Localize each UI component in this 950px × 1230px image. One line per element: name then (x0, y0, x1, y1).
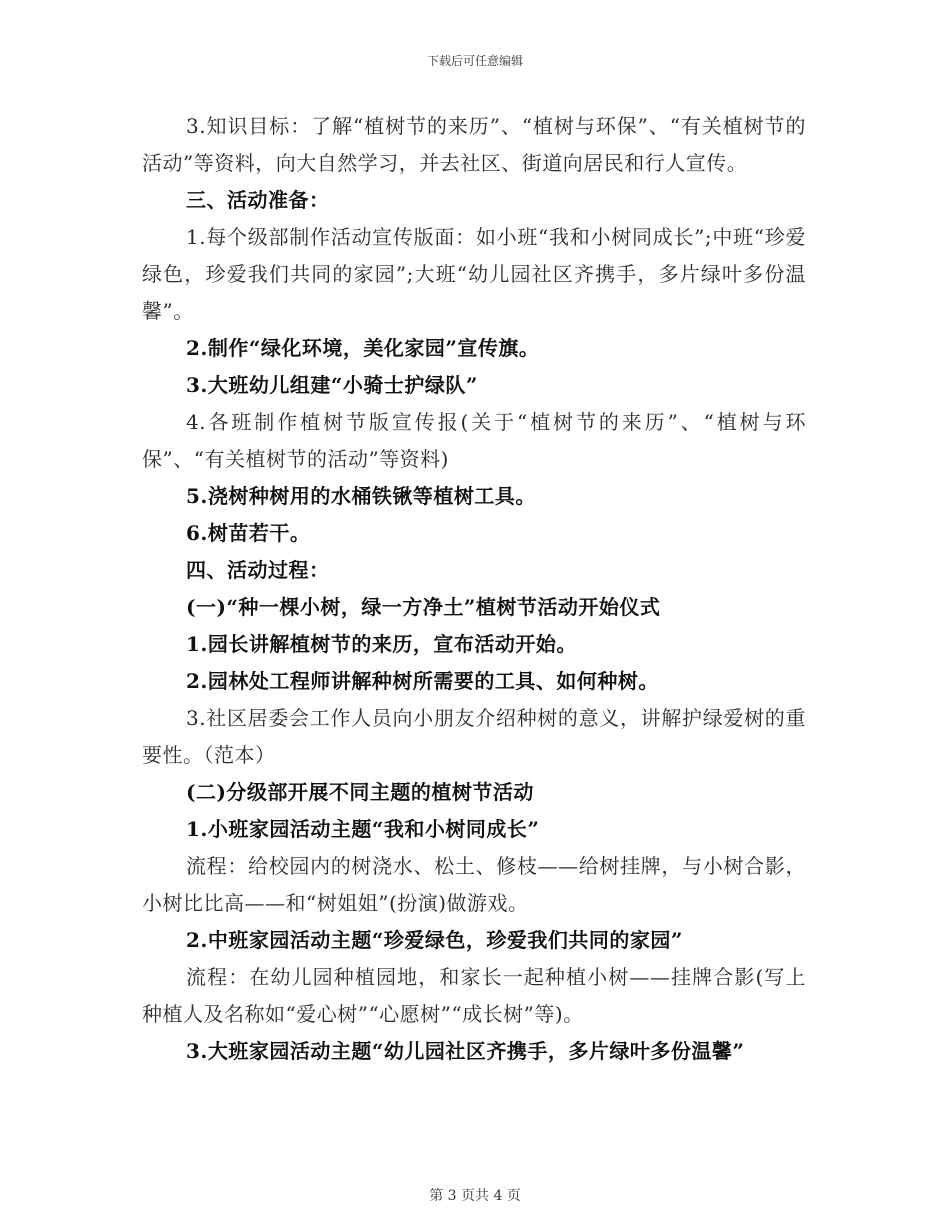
page-header: 下载后可任意编辑 (426, 54, 523, 68)
paragraph: 6.树苗若干。 (186, 521, 311, 545)
paragraph: 3.大班幼儿组建“小骑士护绿队” (186, 373, 478, 397)
paragraph: 流程：给校园内的树浇水、松土、修枝——给树挂牌，与小树合影，小树比比高——和“树姐姐”(扮演)做游戏。 (142, 854, 806, 915)
paragraph: 1.小班家园活动主题“我和小树同成长” (186, 817, 540, 841)
paragraph: 1.每个级部制作活动宣传版面：如小班“我和小树同成长”;中班“珍爱绿色，珍爱我们共同的家园”;大班“幼儿园社区齐携手，多片绿叶多份温馨”。 (142, 225, 806, 323)
paragraph: 2.制作“绿化环境，美化家园”宣传旗。 (186, 336, 540, 360)
paragraph: 3.知识目标：了解“植树节的来历”、“植树与环保”、“有关植树节的活动”等资料，向大自然学习，并去社区、街道向居民和行人宣传。 (142, 114, 806, 175)
paragraph: 4.各班制作植树节版宣传报(关于“植树节的来历”、“植树与环保”、“有关植树节的活动”等资料) (142, 410, 806, 471)
paragraph: 5.浇树种树用的水桶铁锹等植树工具。 (186, 484, 536, 508)
paragraph: 2.中班家园活动主题“珍爱绿色，珍爱我们共同的家园” (186, 928, 683, 952)
section-heading: 四、活动过程： (186, 558, 330, 582)
section-heading: 三、活动准备： (186, 188, 330, 212)
paragraph: 3.社区居委会工作人员向小朋友介绍种树的意义，讲解护绿爱树的重要性。（范本） (142, 706, 806, 767)
page-footer: 第 3 页共 4 页 (429, 1188, 521, 1204)
paragraph: 1.园长讲解植树节的来历，宣布活动开始。 (186, 632, 577, 656)
subsection-heading: (一)“种一棵小树，绿一方净土”植树节活动开始仪式 (186, 595, 661, 619)
paragraph: 2.园林处工程师讲解种树所需要的工具、如何种树。 (186, 669, 659, 693)
paragraph: 流程：在幼儿园种植园地，和家长一起种植小树——挂牌合影(写上种植人及名称如“爱心树”“心愿树”“成长树”等)。 (142, 965, 806, 1026)
document-body (142, 108, 806, 1070)
paragraph: 3.大班家园活动主题“幼儿园社区齐携手，多片绿叶多份温馨” (186, 1039, 745, 1063)
subsection-heading: (二)分级部开展不同主题的植树节活动 (186, 780, 534, 804)
